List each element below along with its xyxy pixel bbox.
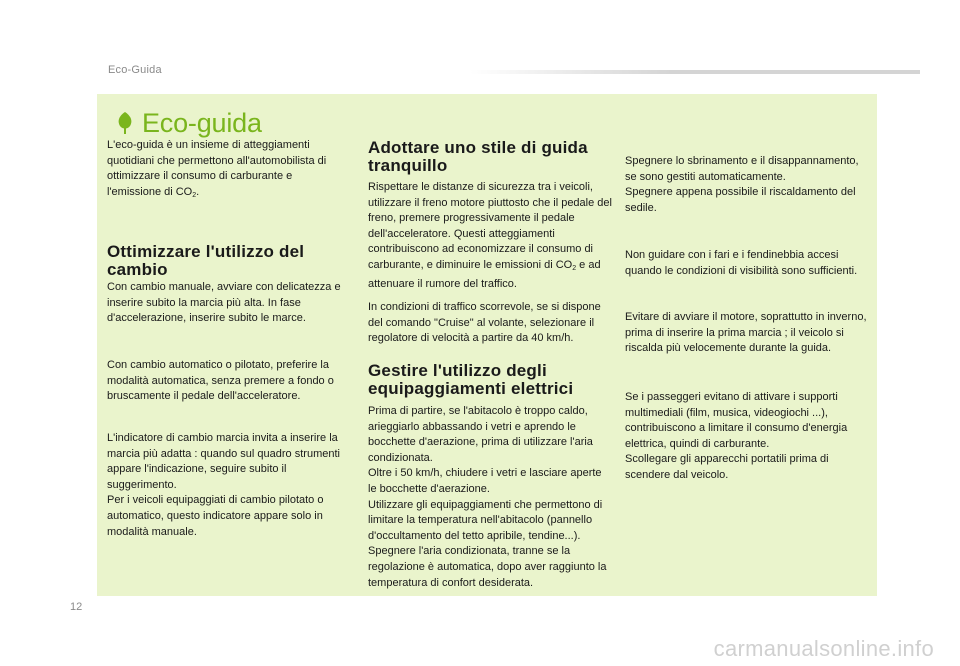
- gearshift-indicator-note: Per i veicoli equipaggiati di cambio pilotato o automatico, questo indicatore appare solo in modalità manuale.: [107, 494, 324, 538]
- electrical-text-4: Spegnere l'aria condizionata, tranne se la regolazione è automatica, dopo aver raggiunto la temperatura di confort desiderata.: [368, 545, 607, 589]
- seat-heating-text: Spegnere appena possibile il riscaldamento del sedile.: [625, 186, 856, 214]
- electrical-text-2: Oltre i 50 km/h, chiudere i vetri e lasciare aperte le bocchette d'aerazione.: [368, 467, 602, 495]
- gearbox-heading: Ottimizzare l'utilizzo del cambio: [107, 242, 305, 279]
- driving-text: Rispettare le distanze di sicurezza tra i veicoli, utilizzare il freno motore piuttosto che il pedale del freno, premere progressivamente il pedale dell'acceleratore. Questi atteggiamenti contribuiscono ad economizzare il consumo di carburante, e diminuire le emissioni di $CO_2$ e ad attenuare il rumore del traffico.: [368, 181, 612, 290]
- gearshift-indicator-text: L'indicatore di cambio marcia invita a inserire la marcia più adatta : quando sul quadro strumenti appare l'indicazione, seguire subito il suggerimento.: [107, 432, 340, 491]
- header-rule: [470, 70, 920, 74]
- gearbox-manual-text: Con cambio manuale, avviare con delicatezza e inserire subito la marcia più alta. In fase d'accelerazione, inserire subito le marce.: [107, 281, 341, 325]
- electrical-text-1: Prima di partire, se l'abitacolo è troppo caldo, arieggiarlo abbassando i vetri e aprendo le bocchette d'aerazione, prima di utilizzare l'aria condizionata.: [368, 405, 593, 464]
- page-title: Eco-guida: [142, 107, 262, 138]
- page-number: 12: [70, 601, 83, 613]
- leaf-icon: [115, 111, 135, 135]
- defrost-text: Spegnere lo sbrinamento e il disappannamento, se sono gestiti automaticamente.: [625, 155, 859, 183]
- gearbox-automatic-text: Con cambio automatico o pilotato, preferire la modalità automatica, senza premere a fondo o bruscamente il pedale dell'acceleratore.: [107, 359, 334, 403]
- section-header-title: Eco-Guida: [108, 64, 162, 76]
- driving-heading: Adottare uno stile di guida tranquillo: [368, 138, 588, 175]
- cruise-text: In condizioni di traffico scorrevole, se si dispone del comando "Cruise" al volante, selezionare il regolatore di velocità a partire da 40 km/h.: [368, 301, 601, 345]
- title-row: [115, 106, 262, 140]
- engine-start-text: Evitare di avviare il motore, soprattutto in inverno, prima di inserire la prima marcia ; il veicolo si riscalda più velocemente durante la guida.: [625, 311, 867, 355]
- lights-text: Non guidare con i fari e i fendinebbia accesi quando le condizioni di visibilità sono sufficienti.: [625, 249, 858, 277]
- electrical-heading: Gestire l'utilizzo degli equipaggiamenti elettrici: [368, 361, 574, 398]
- multimedia-text: Se i passeggeri evitano di attivare i supporti multimediali (film, musica, videogiochi ...), contribuiscono a limitare il consumo d'energia elettrica, quindi di carburante.: [625, 391, 848, 450]
- electrical-text-3: Utilizzare gli equipaggiamenti che permettono di limitare la temperatura nell'abitacolo (pannello d'occultamento del tetto apribile, tendine...).: [368, 498, 603, 542]
- watermark: carmanualsonline.info: [713, 636, 934, 661]
- intro-text: L'eco-guida è un insieme di atteggiamenti quotidiani che permettono all'automobilista di ottimizzare il consumo di carburante e l'emissione di $CO_2$.: [107, 139, 327, 199]
- content-panel: [97, 94, 877, 596]
- portable-devices-text: Scollegare gli apparecchi portatili prima di scendere dal veicolo.: [625, 453, 829, 481]
